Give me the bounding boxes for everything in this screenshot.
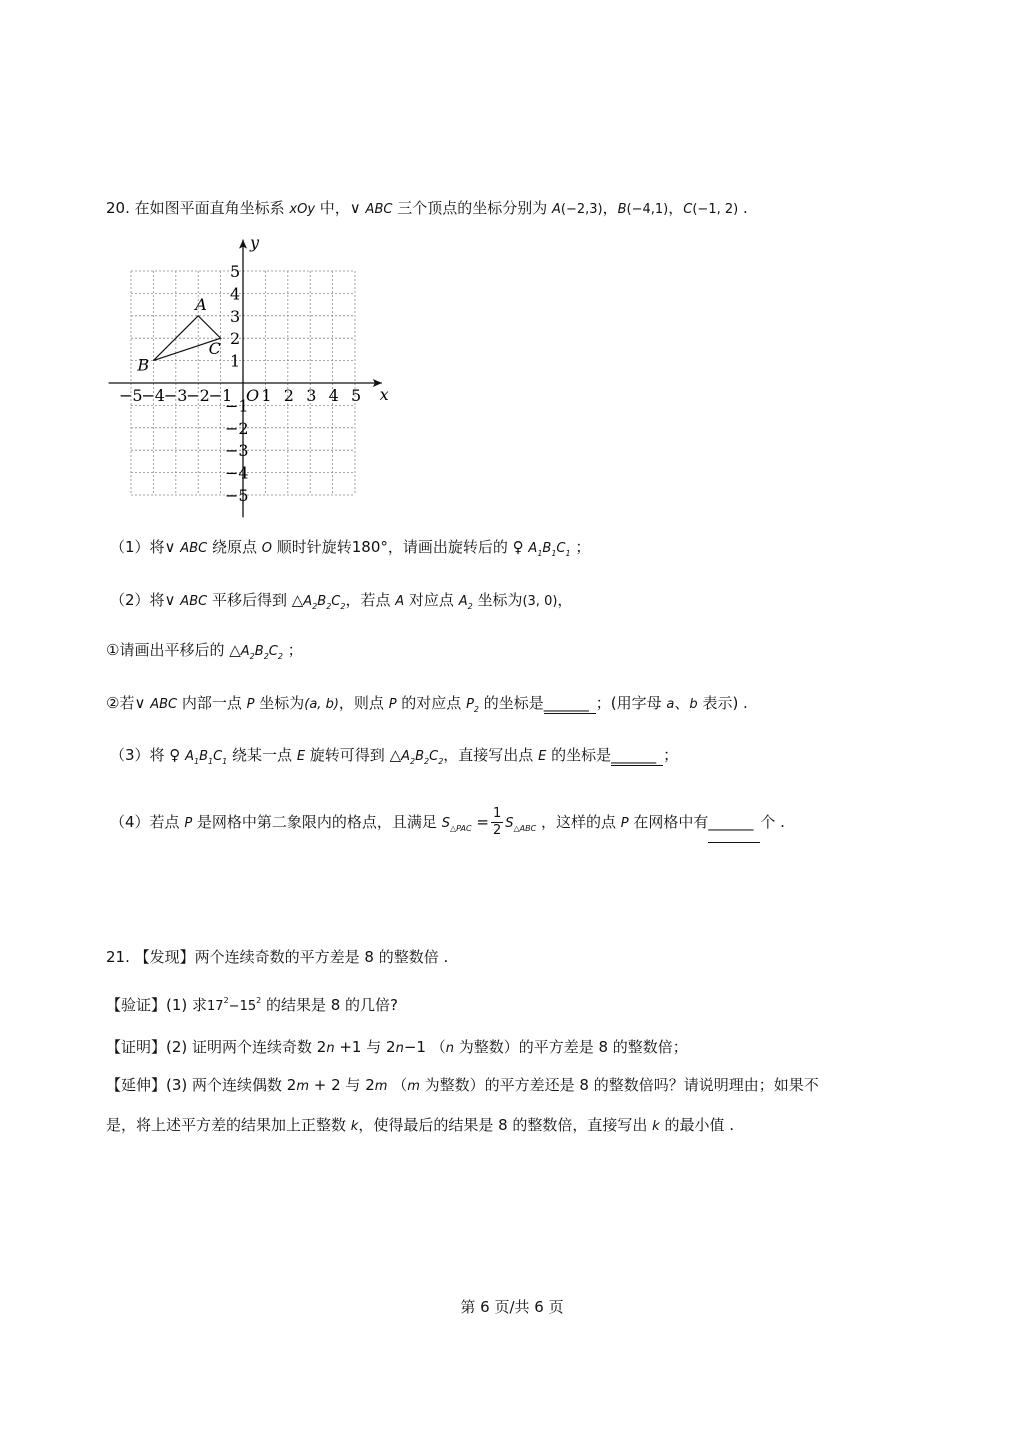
math-text: 17 <box>207 999 224 1014</box>
y-tick-label: −5 <box>225 486 249 505</box>
x-tick-label: −1 <box>208 386 233 405</box>
x-tick-label: 5 <box>351 386 362 405</box>
text-segment: +1 与 2 <box>334 1038 396 1056</box>
vertex-label: C <box>208 339 221 359</box>
vertex-label: A <box>195 294 207 314</box>
math-text: P <box>620 816 629 831</box>
text-segment: . <box>738 199 748 217</box>
text-segment: ， <box>602 199 618 217</box>
math-text: S <box>505 816 514 831</box>
math-text: C <box>268 644 278 659</box>
math-text: P <box>184 816 193 831</box>
math-text: A <box>240 644 250 659</box>
text-segment: ②若∨ <box>106 694 151 712</box>
text-segment: 坐标为 <box>472 591 523 609</box>
x-tick-label: 3 <box>306 386 317 405</box>
math-text: 1 <box>551 549 557 558</box>
text-segment: = <box>471 813 489 831</box>
math-text: A <box>458 594 468 609</box>
text-segment: 的坐标是 <box>479 694 544 712</box>
text-segment: 的结果是 8 的几倍? <box>261 996 399 1014</box>
x-tick-label: 2 <box>283 386 294 405</box>
text-segment: （1）将∨ <box>110 538 181 556</box>
text-segment: 在网格中有 <box>628 813 709 831</box>
y-tick-label: −2 <box>225 418 249 438</box>
y-tick-label: 5 <box>230 262 241 281</box>
q21-extend-line2 <box>106 1115 734 1137</box>
math-text: 2 <box>424 757 430 766</box>
q20-part-2 <box>110 590 572 617</box>
x-tick-label: −5 <box>119 386 143 405</box>
math-text: n <box>326 1041 335 1056</box>
math-text: 2 <box>326 602 332 611</box>
text-segment: 对应点 <box>404 591 459 609</box>
math-text: 2 <box>438 757 444 766</box>
math-text: 1 <box>208 757 214 766</box>
text-segment: 内部一点 <box>177 694 247 712</box>
math-text: (3, 0) <box>522 594 558 609</box>
math-text: E <box>296 749 306 764</box>
y-axis-label: y <box>250 235 260 252</box>
text-segment: 的对应点 <box>396 694 467 712</box>
text-segment: 【延伸】(3) 两个连续偶数 2 <box>106 1076 297 1094</box>
text-segment: 是，将上述平方差的结果加上正整数 <box>106 1116 351 1134</box>
math-text: (−4,1) <box>626 202 669 217</box>
math-text: P <box>246 697 255 712</box>
math-text: ABC <box>180 541 208 556</box>
x-tick-label: −2 <box>186 386 210 405</box>
math-text: B <box>415 749 425 764</box>
math-text: 2 <box>223 996 229 1005</box>
x-axis-label: x <box>379 385 389 404</box>
answer-blank: ______ <box>544 693 596 714</box>
fraction-numerator: 1 <box>492 806 502 821</box>
text-segment: ①请画出平移后的 △ <box>106 641 241 659</box>
q21-verify <box>106 991 398 1017</box>
math-text: m <box>407 1079 420 1094</box>
q20-part-4-a <box>110 813 489 831</box>
math-text: E <box>538 749 547 764</box>
text-segment: 20. 在如图平面直角坐标系 <box>106 199 290 217</box>
math-text: m <box>296 1079 310 1094</box>
text-segment: 绕某一点 <box>227 746 297 764</box>
math-text: 2 <box>263 652 269 661</box>
text-segment: 顺时针旋转180°，请画出旋转后的 ♀ <box>271 538 529 556</box>
q20-part-3 <box>110 745 678 772</box>
text-segment: ；(用字母 <box>595 694 667 712</box>
text-segment: 、 <box>674 694 690 712</box>
y-tick-label: −1 <box>225 396 249 416</box>
text-segment: 平移后得到 △ <box>207 591 304 609</box>
math-text: (a, b) <box>304 697 339 712</box>
text-segment: ，若点 <box>345 591 396 609</box>
y-tick-label: 1 <box>230 351 241 371</box>
math-text: 2 <box>467 602 473 611</box>
math-text: a <box>666 697 675 712</box>
math-text: 2 <box>340 602 346 611</box>
text-segment: ，则点 <box>338 694 389 712</box>
page-footer: 第 6 页/共 6 页 <box>460 1298 564 1316</box>
math-text: 2 <box>277 652 283 661</box>
text-segment: ， <box>668 199 684 217</box>
math-text: b <box>689 697 698 712</box>
text-segment: 中，∨ <box>315 199 366 217</box>
math-text: P <box>466 697 474 712</box>
q20-part-2-1 <box>106 640 303 667</box>
math-text: C <box>331 594 341 609</box>
text-segment: + 2 与 2 <box>309 1076 375 1094</box>
text-segment: 为整数）的平方差还是 8 的整数倍吗？请说明理由；如果不 <box>419 1076 819 1094</box>
math-text: C <box>683 202 693 217</box>
q20-part-2-2 <box>106 693 748 720</box>
math-text: 2 <box>312 602 318 611</box>
answer-blank: ______ <box>708 802 760 843</box>
y-tick-label: 3 <box>230 306 241 326</box>
q20-part-4 <box>110 802 785 849</box>
coordinate-grid-figure <box>100 235 400 525</box>
x-tick-label: −4 <box>141 386 165 405</box>
question-21-stem <box>106 947 448 967</box>
math-text: 1 <box>193 757 200 766</box>
y-tick-label: 4 <box>230 284 241 304</box>
math-text: A <box>528 541 538 556</box>
q21-extend-line1 <box>106 1075 819 1097</box>
text-segment: （2）将∨ <box>110 591 181 609</box>
math-text: ABC <box>365 202 393 217</box>
math-text: B <box>254 644 264 659</box>
text-segment: ； <box>570 538 591 556</box>
x-tick-label: 4 <box>328 386 339 405</box>
math-text: (−1, 2) <box>692 202 739 217</box>
math-text: B <box>617 202 627 217</box>
text-segment: ，直接写出点 <box>443 746 539 764</box>
math-text: n <box>395 1041 404 1056</box>
q20-part-1 <box>110 537 590 564</box>
text-segment: ； <box>282 641 303 659</box>
vertex-label: B <box>137 355 150 375</box>
math-text: 2 <box>256 996 262 1005</box>
answer-blank: ______ <box>611 745 663 766</box>
text-segment: 个 . <box>760 813 785 831</box>
math-text: B <box>317 594 327 609</box>
origin-label: O <box>246 386 260 405</box>
math-text: C <box>429 749 439 764</box>
math-text: n <box>445 1041 454 1056</box>
math-text: A <box>185 749 194 764</box>
math-text: C <box>213 749 223 764</box>
math-text: 2 <box>249 652 255 661</box>
math-text: 1 <box>222 757 228 766</box>
math-text: A <box>401 749 411 764</box>
text-segment: −1 （ <box>403 1038 446 1056</box>
y-tick-label: −3 <box>225 441 249 461</box>
text-segment: ； <box>663 746 679 764</box>
math-text: −15 <box>228 999 257 1014</box>
fraction-one-half <box>491 806 503 839</box>
text-segment: 表示) . <box>697 694 748 712</box>
math-text: 1 <box>565 549 571 558</box>
math-text: B <box>199 749 208 764</box>
fraction-denominator: 2 <box>492 823 502 838</box>
question-20-stem <box>106 198 748 220</box>
text-segment: 坐标为 <box>254 694 305 712</box>
math-text: k <box>350 1119 359 1134</box>
math-text: 1 <box>537 549 543 558</box>
math-text: O <box>261 541 272 556</box>
math-text: ABC <box>180 594 208 609</box>
math-text: (−2,3) <box>560 202 603 217</box>
text-segment: 21. 【发现】两个连续奇数的平方差是 8 的整数倍 . <box>106 948 449 966</box>
y-tick-label: 2 <box>230 329 241 349</box>
q20-part-4-b <box>505 813 785 831</box>
text-segment: 的最小值 . <box>659 1116 735 1134</box>
math-text: P <box>388 697 397 712</box>
math-text: A <box>551 202 561 217</box>
math-text: 2 <box>410 757 416 766</box>
math-text: △PAC <box>449 824 472 833</box>
text-segment: 三个顶点的坐标分别为 <box>392 199 552 217</box>
text-segment: 绕原点 <box>207 538 262 556</box>
x-tick-label: −3 <box>163 386 188 405</box>
text-segment: 为整数）的平方差是 8 的整数倍； <box>453 1038 688 1056</box>
x-tick-label: 1 <box>261 386 272 405</box>
text-segment: ，这样的点 <box>536 813 621 831</box>
math-text: xOy <box>289 202 316 217</box>
math-text: ABC <box>150 697 178 712</box>
math-text: C <box>556 541 566 556</box>
math-text: B <box>542 541 552 556</box>
math-text: A <box>303 594 313 609</box>
text-segment: （ <box>387 1076 408 1094</box>
math-text: A <box>395 594 405 609</box>
math-text: S <box>441 816 450 831</box>
text-segment: ，使得最后的结果是 8 的整数倍，直接写出 <box>358 1116 653 1134</box>
q21-prove <box>106 1037 688 1059</box>
math-text: m <box>374 1079 388 1094</box>
y-tick-label: −4 <box>225 463 249 483</box>
text-segment: 是网格中第二象限内的格点，且满足 <box>192 813 442 831</box>
text-segment: 的坐标是 <box>546 746 612 764</box>
text-segment: 旋转可得到 △ <box>305 746 402 764</box>
text-segment: 【验证】(1) 求 <box>106 996 208 1014</box>
text-segment: 【证明】(2) 证明两个连续奇数 2 <box>106 1038 327 1056</box>
text-segment: ， <box>557 591 573 609</box>
math-text: 2 <box>473 705 480 714</box>
text-segment: （3）将 ♀ <box>110 746 186 764</box>
math-text: △ABC <box>513 824 537 833</box>
math-text: k <box>652 1119 660 1134</box>
text-segment: （4）若点 <box>110 813 185 831</box>
